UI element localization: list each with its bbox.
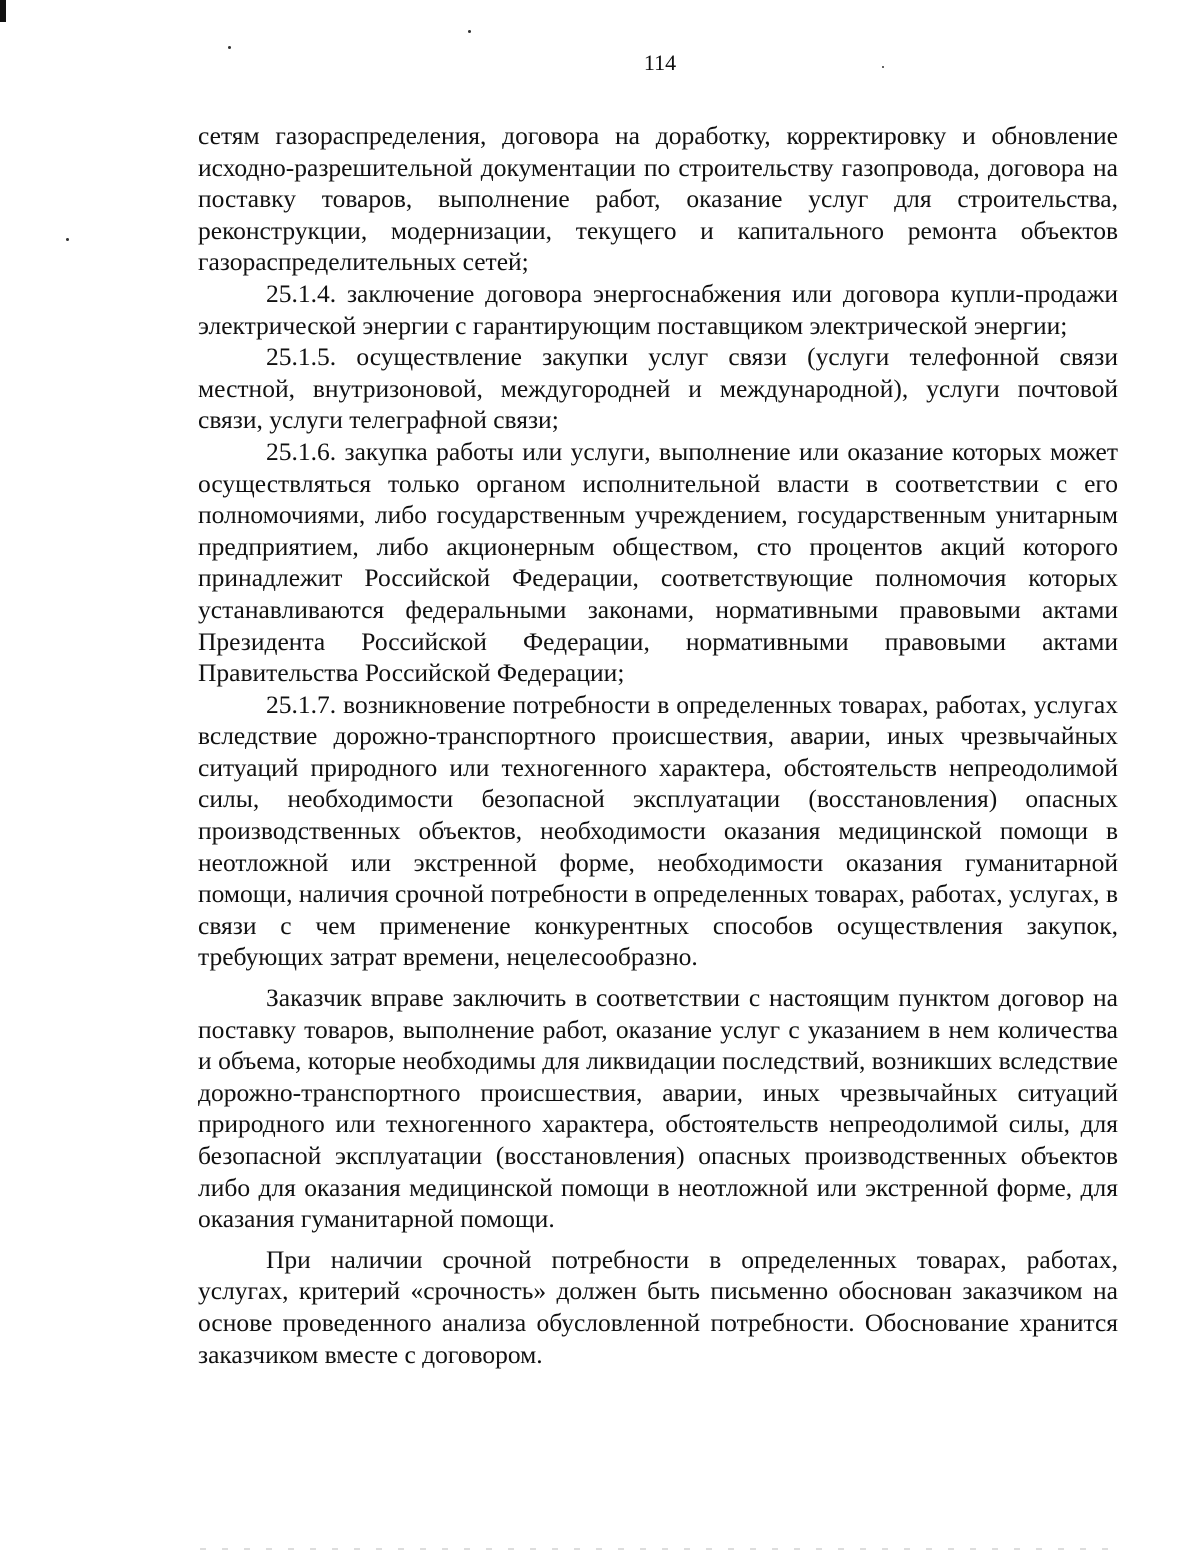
paragraph-customer-right: Заказчик вправе заключить в соответствии с настоящим пунктом договор на поставку товаров, выполнение работ, оказание услуг с указанием в нем количества и объема, которые необходимы для ликвидации последствий, возникших вследствие дорожно-транспортного происшествия, аварии, иных чрезвычайных ситуаций природного или техногенного характера, обстоятельств непреодолимой силы, для безопасной эксплуатации (восстановления) опасных производственных объектов либо для оказания медицинской помощи в неотложной или экстренной форме, для оказания гуманитарной помощи. (198, 983, 1118, 1234)
paragraph-25-1-4: 25.1.4. заключение договора энергоснабжения или договора купли-продажи электрической энергии с гарантирующим поставщиком электрической энергии; (198, 278, 1118, 340)
paragraph-urgency: При наличии срочной потребности в определенных товарах, работах, услугах, критерий «срочность» должен быть письменно обоснован заказчиком на основе проведенного анализа обусловленной потребности. Обоснование хранится заказчиком вместе с договором. (198, 1244, 1118, 1369)
scan-speck (468, 30, 471, 33)
paragraph-continuation: сетям газораспределения, договора на доработку, корректировку и обновление исходно-разрешительной документации по строительству газопровода, договора на поставку товаров, выполнение работ, оказание услуг для строительства, реконструкции, модернизации, текущего и капитального ремонта объектов газораспределительных сетей; (198, 121, 1118, 277)
scan-corner-mark (0, 0, 6, 22)
page-number: 114 (643, 50, 677, 75)
scan-speck (66, 238, 69, 241)
scan-speck (228, 46, 231, 49)
paragraph-25-1-7: 25.1.7. возникновение потребности в определенных товарах, работах, услугах вследствие дорожно-транспортного происшествия, аварии, иных чрезвычайных ситуаций природного или техногенного характера, обстоятельств непреодолимой силы, необходимости безопасной эксплуатации (восстановления) опасных производственных объектов, необходимости оказания медицинской помощи в неотложной или экстренной форме, необходимости оказания гуманитарной помощи, наличия срочной потребности в определенных товарах, работах, услугах, в связи с чем применение конкурентных способов осуществления закупок, требующих затрат времени, нецелесообразно. (198, 689, 1118, 972)
paragraph-25-1-5: 25.1.5. осуществление закупки услуг связи (услуги телефонной связи местной, внутризоновой, междугородней и международной), услуги почтовой связи, услуги телеграфной связи; (198, 342, 1118, 435)
scan-bottom-edge (200, 1548, 1120, 1550)
paragraph-25-1-6: 25.1.6. закупка работы или услуги, выполнение или оказание которых может осуществляться только органом исполнительной власти в соответствии с его полномочиями, либо государственным учреждением, государственным унитарным предприятием, либо акционерным обществом, сто процентов акций которого принадлежит Российской Федерации, соответствующие полномочия которых устанавливаются федеральными законами, нормативными правовыми актами Президента Российской Федерации, нормативными правовыми актами Правительства Российской Федерации; (198, 436, 1118, 688)
document-body (198, 120, 1118, 1370)
